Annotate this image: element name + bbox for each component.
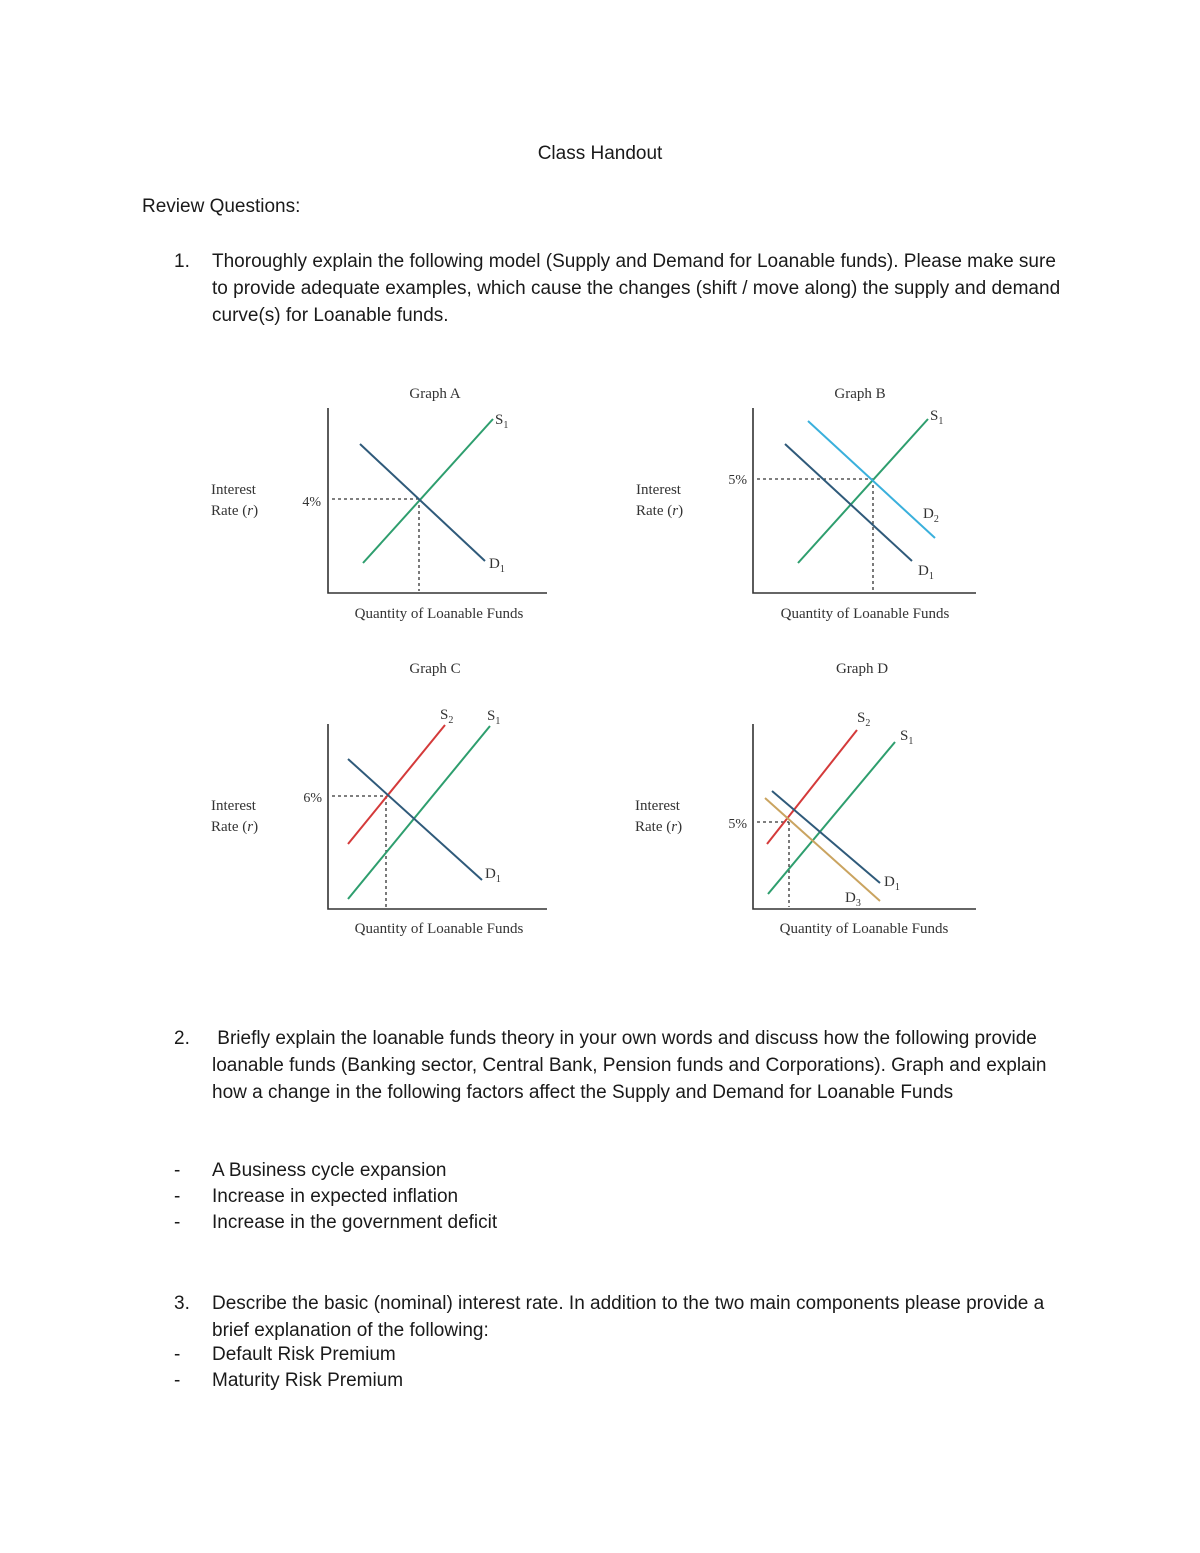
curve-label-d1: $D_1$	[485, 866, 501, 885]
question-text: Briefly explain the loanable funds theory in your own words and discuss how the following provide loanable funds (Banking sector, Central Bank, Pension funds and Corporations). Graph and explain how a change in the following factors affect the Supply and Demand for Loanable Funds	[212, 1028, 1052, 1103]
question-3	[142, 1290, 1062, 1344]
graph-title: Graph A	[409, 386, 461, 402]
demand-curve-d1	[785, 444, 912, 561]
bullet-marker: -	[174, 1370, 181, 1391]
axes	[753, 408, 976, 593]
y-axis-label-line1: Interest	[635, 798, 680, 814]
demand-curve-d2	[808, 421, 935, 538]
y-axis-label-line2: Rate (r)	[635, 819, 683, 835]
rate-tick-label: 6%	[303, 791, 322, 806]
supply-curve-s1	[798, 419, 928, 563]
curve-label-d1: $D_1$	[884, 874, 900, 893]
question-number: 1.	[174, 251, 190, 272]
curve-label-s1: $S_1$	[495, 412, 509, 431]
graph-c	[195, 651, 555, 943]
axes	[328, 724, 547, 909]
rate-tick-label: 5%	[728, 473, 747, 488]
bullet-marker: -	[174, 1212, 181, 1233]
bullet-text: Increase in the government deficit	[212, 1212, 498, 1233]
y-axis-label-line1: Interest	[636, 482, 681, 498]
supply-curve-s1	[348, 726, 490, 899]
graph-d	[620, 651, 990, 943]
x-axis-label: Quantity of Loanable Funds	[779, 921, 949, 937]
question-1	[142, 248, 1062, 329]
curve-label-s2: $S_2$	[857, 710, 871, 729]
bullet-text: A Business cycle expansion	[212, 1160, 447, 1181]
curve-label-d1: $D_1$	[489, 556, 505, 575]
curve-label-s2: $S_2$	[440, 707, 454, 726]
graph-title: Graph C	[409, 661, 461, 677]
question-number: 2.	[174, 1028, 190, 1049]
curve-label-d1: $D_1$	[918, 563, 934, 582]
rate-tick-label: 5%	[728, 817, 747, 832]
bullet-marker: -	[174, 1186, 181, 1207]
graph-title: Graph B	[834, 386, 886, 402]
supply-curve-s1	[363, 419, 493, 563]
graph-title: Graph D	[835, 661, 889, 677]
curve-label-s1: $S_1$	[487, 708, 501, 727]
question-2	[142, 1025, 1062, 1106]
curve-label-s1: $S_1$	[900, 728, 914, 747]
x-axis-label: Quantity of Loanable Funds	[354, 921, 524, 937]
graph-b	[620, 376, 990, 628]
x-axis-label: Quantity of Loanable Funds	[354, 606, 524, 622]
bullet-text: Maturity Risk Premium	[212, 1370, 404, 1391]
question-text: Thoroughly explain the following model (Supply and Demand for Loanable funds). Please make sure to provide adequate examples, which cause the changes (shift / move along) the supply and demand curve(s) for Loanable funds.	[212, 251, 1061, 326]
bullet-marker: -	[174, 1160, 181, 1181]
y-axis-label-line2: Rate (r)	[211, 503, 259, 519]
supply-curve-s2	[767, 730, 857, 844]
y-axis-label-line2: Rate (r)	[636, 503, 684, 519]
page-title: Class Handout	[537, 143, 663, 164]
question-text: Describe the basic (nominal) interest rate. In addition to the two main components please provide a brief explanation of the following:	[212, 1293, 1045, 1341]
curve-label-d2: $D_2$	[923, 506, 939, 525]
supply-curve-s2	[348, 725, 445, 844]
y-axis-label-line1: Interest	[211, 798, 256, 814]
section-heading: Review Questions:	[142, 196, 301, 217]
y-axis-label-line2: Rate (r)	[211, 819, 259, 835]
demand-curve-d1	[360, 444, 485, 561]
y-axis-label-line1: Interest	[211, 482, 256, 498]
demand-curve-d3	[765, 798, 880, 901]
bullet-text: Default Risk Premium	[212, 1344, 396, 1365]
graph-a	[195, 376, 555, 628]
curve-label-s1: $S_1$	[930, 408, 944, 427]
bullet-text: Increase in expected inflation	[212, 1186, 459, 1207]
rate-tick-label: 4%	[302, 495, 321, 510]
question-number: 3.	[174, 1293, 190, 1314]
x-axis-label: Quantity of Loanable Funds	[780, 606, 950, 622]
curve-label-d3: $D_3$	[845, 890, 861, 909]
bullet-marker: -	[174, 1344, 181, 1365]
axes	[328, 408, 547, 593]
